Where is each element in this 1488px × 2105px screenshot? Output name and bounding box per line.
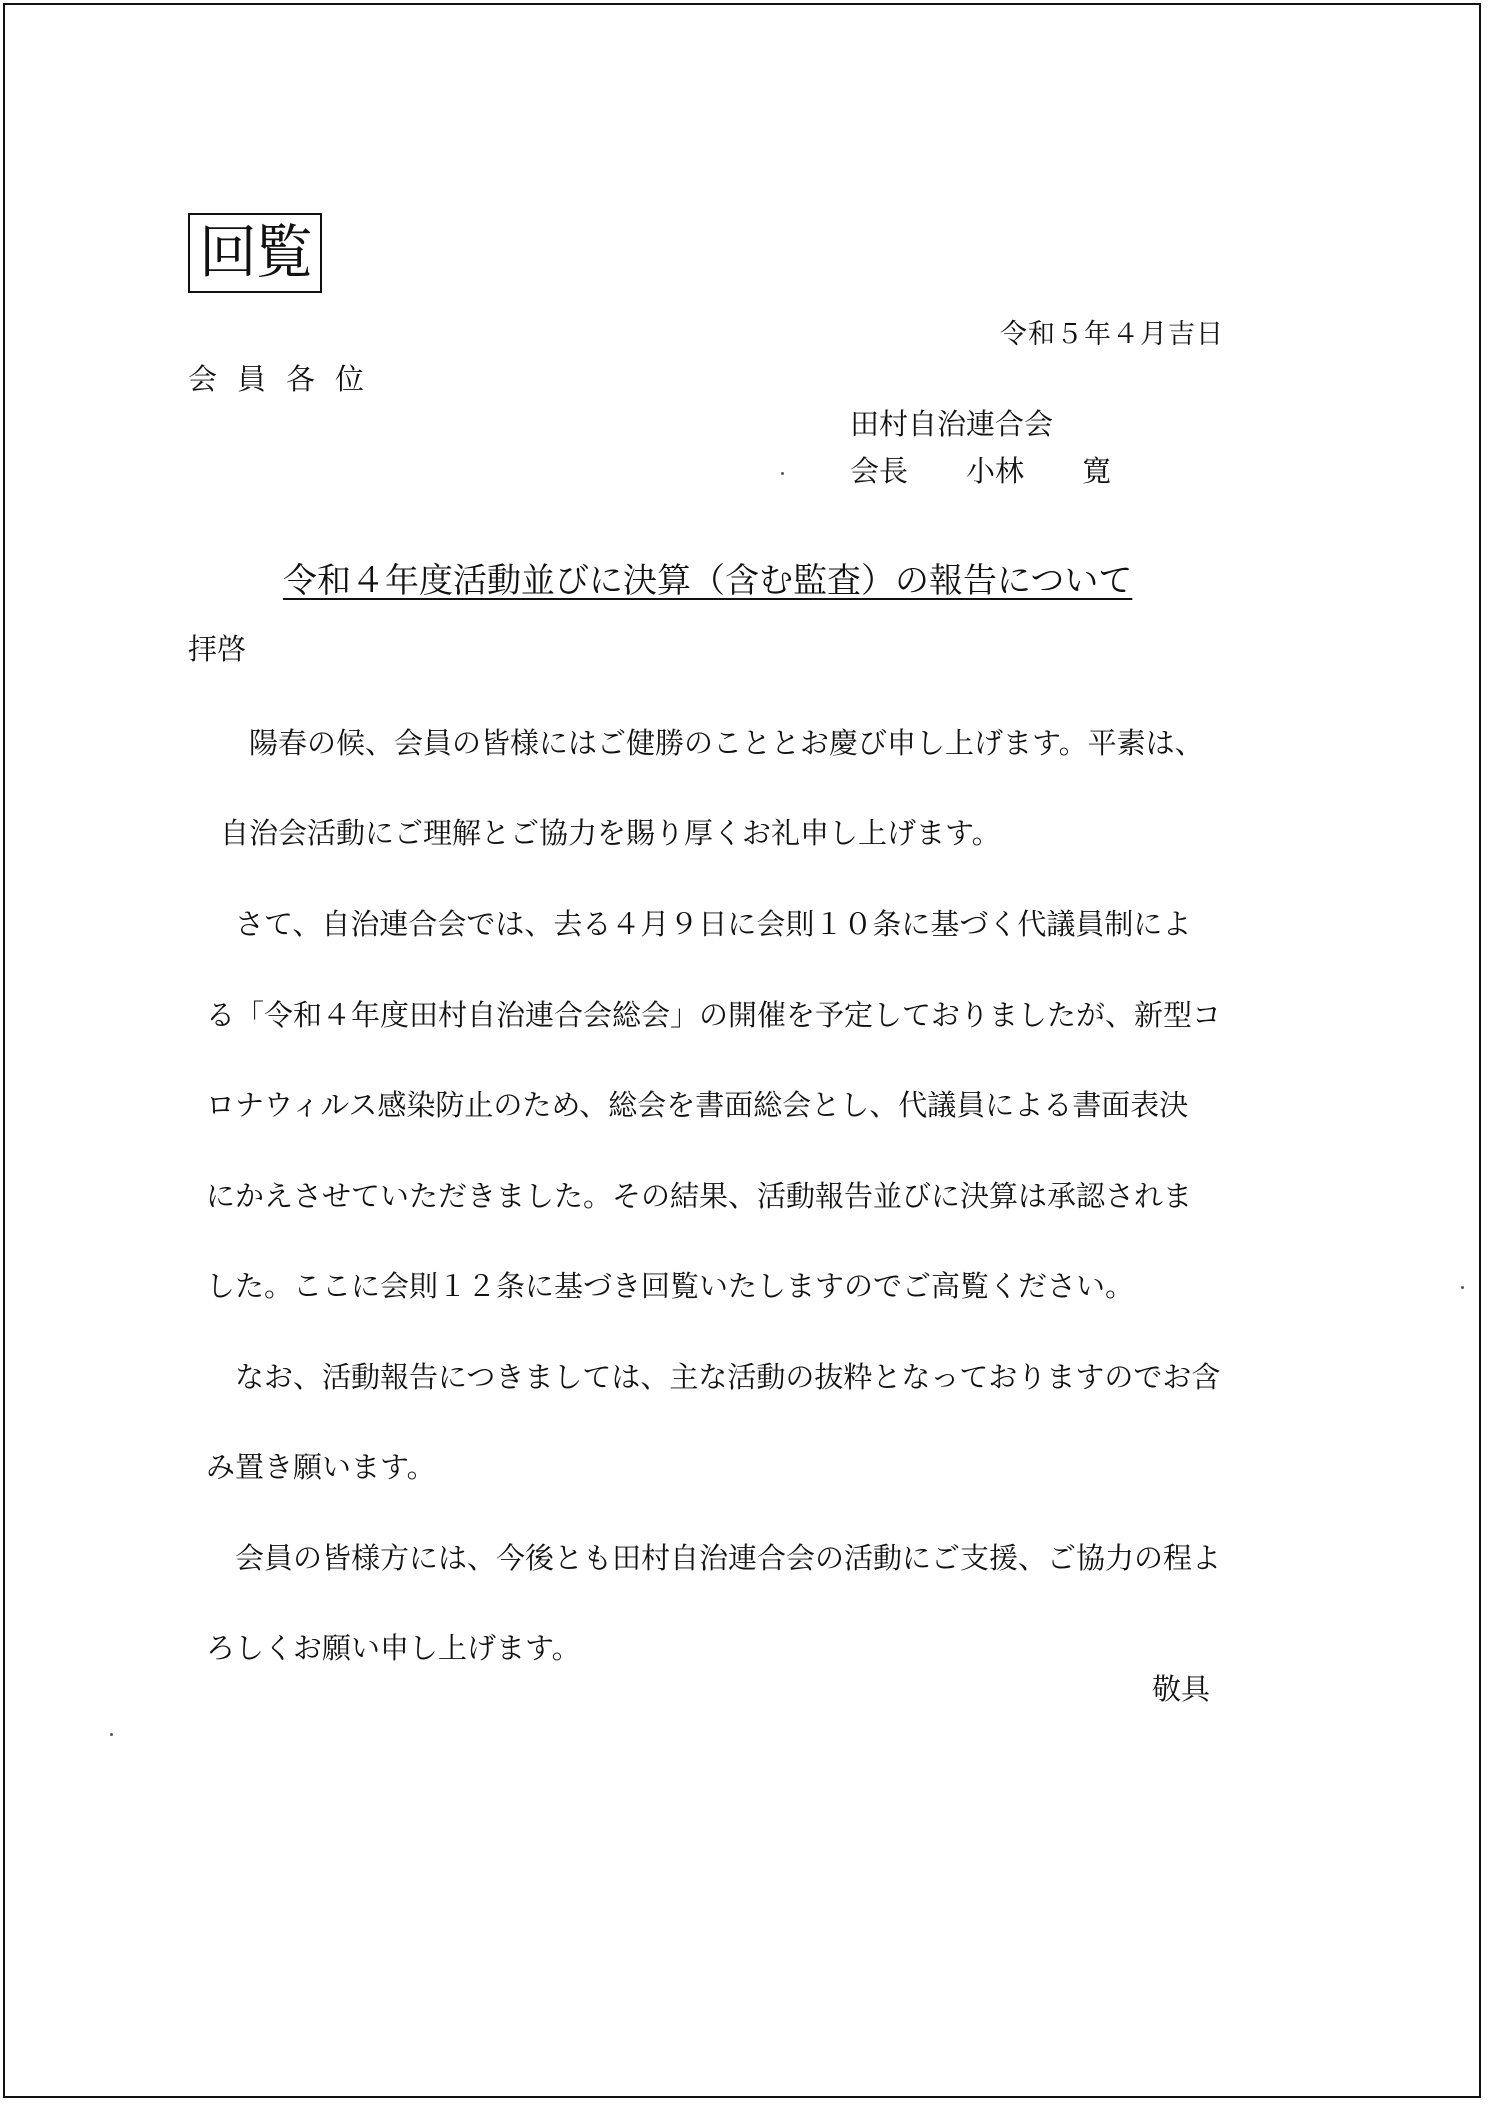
sender-organization: 田村自治連合会: [850, 407, 1054, 441]
scan-speck: [781, 472, 784, 475]
document-title: 令和４年度活動並びに決算（含む監査）の報告について: [283, 561, 1133, 601]
body-line: 陽春の候、会員の皆様にはご健勝のこととお慶び申し上げます。平素は、: [220, 726, 1204, 760]
circulation-stamp: 回覧: [188, 213, 322, 293]
body-line: る「令和４年度田村自治連合会総会」の開催を予定しておりましたが、新型コ: [206, 998, 1222, 1032]
closing-remark: 敬具: [1152, 1672, 1211, 1706]
body-line: み置き願います。: [206, 1450, 436, 1484]
sender-name: 会長 小林 寛: [850, 454, 1112, 488]
body-line: ロナウィルス感染防止のため、総会を書面総会とし、代議員による書面表決: [206, 1088, 1189, 1122]
body-line: ろしくお願い申し上げます。: [206, 1631, 581, 1665]
document-date: 令和５年４月吉日: [1000, 319, 1224, 350]
body-line: 会員の皆様方には、今後とも田村自治連合会の活動にご支援、ご協力の程よ: [206, 1541, 1222, 1575]
body-line: した。ここに会則１２条に基づき回覧いたしますのでご高覧ください。: [206, 1269, 1135, 1303]
recipient-line: 会員各位: [188, 362, 385, 396]
body-line: にかえさせていただきました。その結果、活動報告並びに決算は承認されま: [206, 1179, 1193, 1213]
scan-speck: [1461, 1286, 1464, 1289]
body-line: さて、自治連合会では、去る４月９日に会則１０条に基づく代議員制によ: [206, 907, 1192, 941]
scan-speck: [110, 1733, 113, 1736]
salutation: 拝啓: [188, 632, 247, 666]
body-line: 自治会活動にご理解とご協力を賜り厚くお礼申し上げます。: [220, 816, 1001, 850]
body-line: なお、活動報告につきましては、主な活動の抜粋となっておりますのでお含: [206, 1360, 1221, 1394]
document-frame: [3, 3, 1481, 2098]
